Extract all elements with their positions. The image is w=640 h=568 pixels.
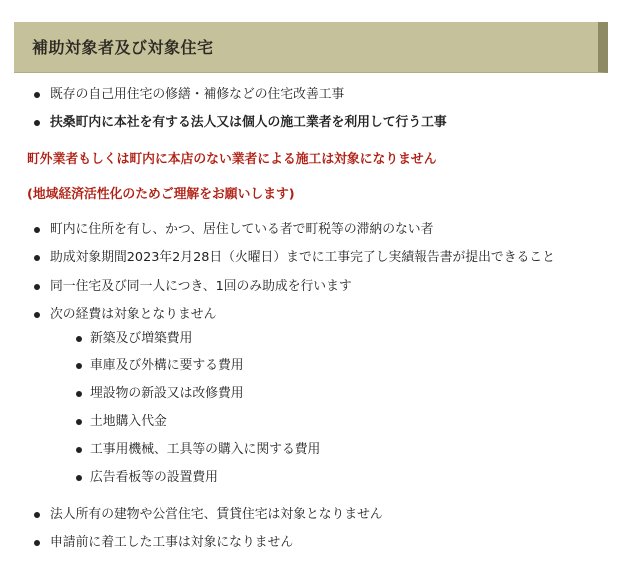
list-item-text: 既存の自己用住宅の修繕・補修などの住宅改善工事 xyxy=(50,87,345,102)
bullet-icon xyxy=(34,312,40,318)
bullet-icon xyxy=(76,363,82,369)
sub-list-item-text: 車庫及び外構に要する費用 xyxy=(90,358,244,373)
sub-list-item-text: 土地購入代金 xyxy=(90,414,167,429)
bullet-icon xyxy=(76,391,82,397)
notice-warning: 町外業者もしくは町内に本店のない業者による施工は対象になりません xyxy=(27,152,437,167)
bullet-icon xyxy=(34,540,40,546)
sub-list-item-text: 工事用機械、工具等の購入に関する費用 xyxy=(90,442,321,457)
bullet-icon xyxy=(34,120,40,126)
sub-list-item-text: 埋設物の新設又は改修費用 xyxy=(90,386,244,401)
list-item-text: 法人所有の建物や公営住宅、賃貸住宅は対象となりません xyxy=(50,507,383,522)
list-item-text: 町内に住所を有し、かつ、居住している者で町税等の滞納のない者 xyxy=(50,222,434,237)
bullet-icon xyxy=(34,227,40,233)
section-title: 補助対象者及び対象住宅 xyxy=(32,38,214,57)
bullet-icon xyxy=(76,419,82,425)
bullet-icon xyxy=(76,447,82,453)
sub-list-item-text: 新築及び増築費用 xyxy=(90,331,193,346)
bullet-icon xyxy=(34,92,40,98)
bullet-icon xyxy=(76,336,82,342)
list-item-text: 助成対象期間2023年2月28日（火曜日）までに工事完了し実績報告書が提出できること xyxy=(50,250,555,265)
bullet-icon xyxy=(76,475,82,481)
notice-request: (地域経済活性化のためご理解をお願いします) xyxy=(27,187,295,202)
section-header xyxy=(14,22,608,73)
sub-list-item-text: 広告看板等の設置費用 xyxy=(90,470,218,485)
list-item-text: 申請前に着工した工事は対象になりません xyxy=(50,535,294,550)
bullet-icon xyxy=(34,284,40,290)
bullet-icon xyxy=(34,255,40,261)
list-item-text: 次の経費は対象となりません xyxy=(50,307,217,322)
bullet-icon xyxy=(34,512,40,518)
list-item-text: 扶桑町内に本社を有する法人又は個人の施工業者を利用して行う工事 xyxy=(50,115,447,130)
list-item-text: 同一住宅及び同一人につき、1回のみ助成を行います xyxy=(50,279,352,294)
